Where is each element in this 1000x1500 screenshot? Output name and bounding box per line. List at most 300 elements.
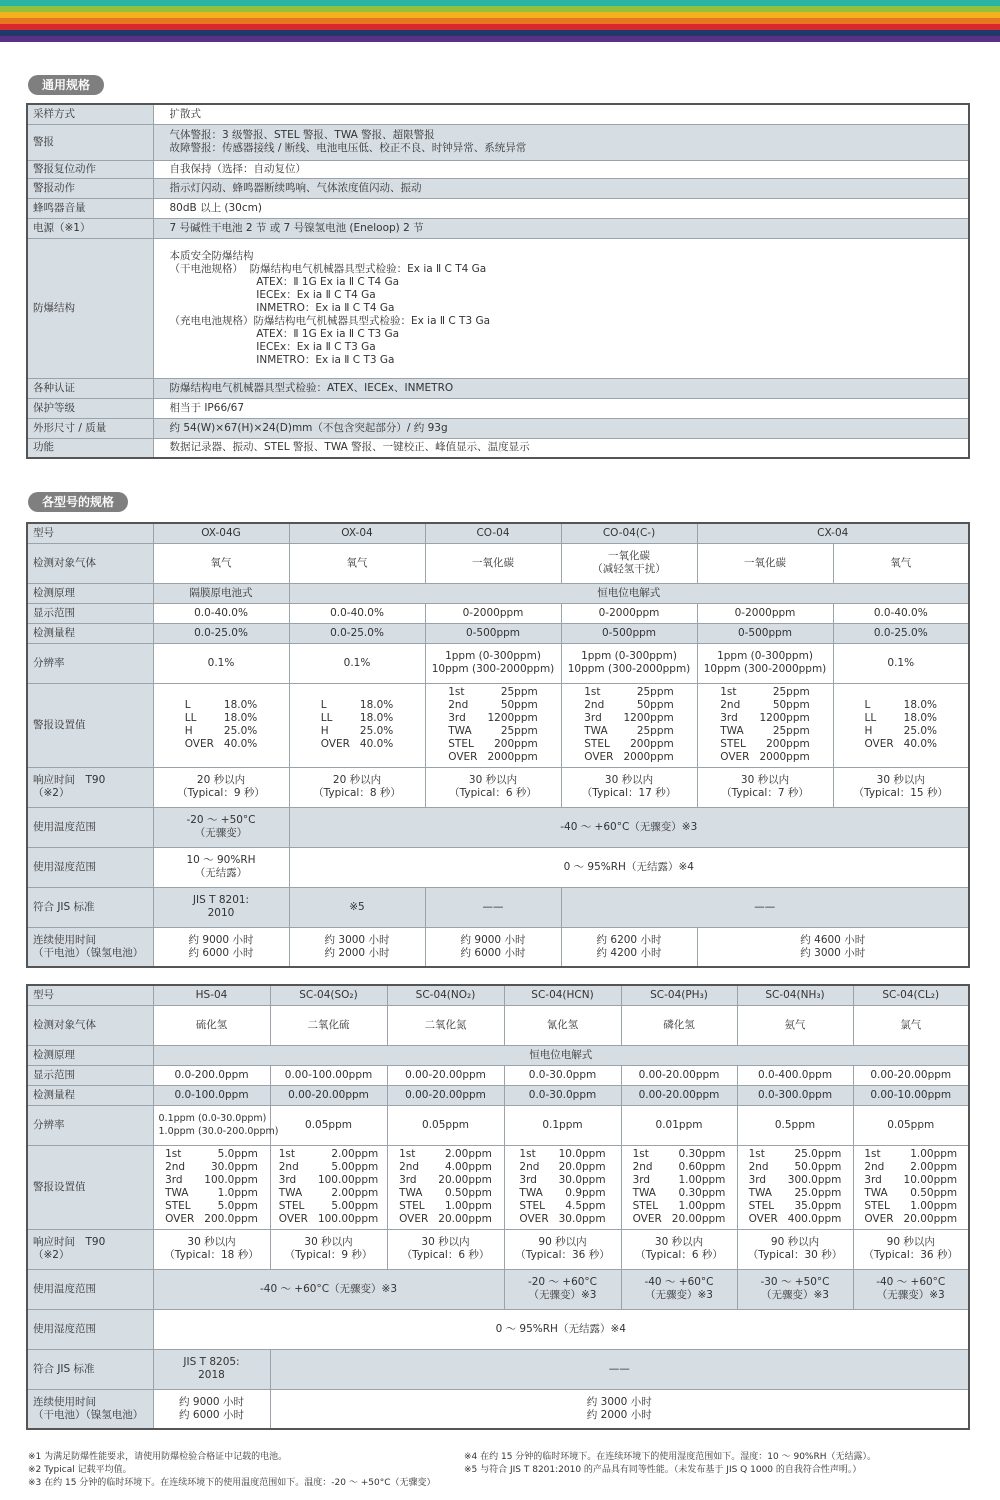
spec-value: 0.0-25.0%	[833, 623, 969, 643]
alarm-value: 1200ppm	[487, 712, 538, 724]
alarm-settings-cell	[697, 683, 833, 767]
alarm-level: 1st	[864, 1148, 881, 1160]
alarm-list	[165, 1148, 258, 1226]
spec-row	[27, 1145, 969, 1229]
spec-row	[27, 238, 969, 378]
spec-value: 30 秒以内 （Typical：6 秒）	[387, 1229, 504, 1269]
spec-label: 蜂鸣器音量	[27, 198, 153, 218]
spec-value: 一氧化碳	[425, 543, 561, 583]
alarm-row	[519, 1174, 605, 1187]
alarm-level: TWA	[278, 1187, 303, 1199]
alarm-value: 0.50ppm	[910, 1187, 958, 1199]
alarm-value: 25.0ppm	[794, 1187, 842, 1199]
alarm-value: 40.0%	[903, 738, 938, 750]
alarm-row	[279, 1200, 379, 1213]
alarm-row	[165, 1161, 258, 1174]
alarm-level: TWA	[748, 1187, 772, 1199]
alarm-row	[720, 686, 809, 699]
spec-value: 1ppm (0-300ppm) 10ppm (300-2000ppm)	[561, 643, 697, 683]
alarm-value: 10.0ppm	[558, 1148, 606, 1160]
alarm-level: OVER	[320, 738, 350, 750]
spec-row	[27, 985, 969, 1005]
spec-value: ——	[561, 887, 969, 927]
spec-value: 90 秒以内 （Typical：30 秒）	[737, 1229, 853, 1269]
color-stripes	[0, 0, 1000, 42]
alarm-row	[864, 1174, 957, 1187]
alarm-row	[749, 1148, 842, 1161]
spec-row	[27, 603, 969, 623]
alarm-level: TWA	[165, 1187, 189, 1199]
spec-value: 0.00-20.00ppm	[270, 1085, 387, 1105]
spec-label: 检测原理	[27, 583, 153, 603]
alarm-value: 2.00ppm	[331, 1148, 379, 1160]
model-specs-table-2	[26, 984, 970, 1430]
spec-value	[153, 438, 969, 458]
spec-value-line: 故障警报：传感器接线 / 断线、电池电压低、校正不良、时钟异常、系统异常	[169, 142, 527, 154]
alarm-value: 20.00ppm	[438, 1174, 492, 1186]
alarm-value: 25ppm	[636, 725, 674, 737]
spec-value	[153, 104, 969, 124]
spec-value: 约 9000 小时 约 6000 小时	[153, 927, 289, 967]
alarm-value: 30.0ppm	[558, 1213, 606, 1225]
alarm-row	[165, 1213, 258, 1226]
alarm-row	[279, 1148, 379, 1161]
alarm-level: 2nd	[448, 699, 469, 711]
alarm-level: LL	[184, 712, 197, 724]
alarm-settings-cell	[833, 683, 969, 767]
spec-value: 0.0-100.0ppm	[153, 1085, 270, 1105]
spec-row	[27, 583, 969, 603]
alarm-value: 25ppm	[772, 686, 810, 698]
spec-label: 显示范围	[27, 603, 153, 623]
alarm-row	[864, 1213, 957, 1226]
alarm-value: 400.0ppm	[787, 1213, 842, 1225]
alarm-level: 3rd	[448, 712, 466, 724]
alarm-row	[749, 1213, 842, 1226]
alarm-value: 1.00ppm	[910, 1148, 958, 1160]
spec-row	[27, 438, 969, 458]
spec-value: 0.0-25.0%	[289, 623, 425, 643]
alarm-value: 2.00ppm	[444, 1148, 492, 1160]
spec-label: 型号	[27, 523, 153, 543]
spec-value: 10 ～ 90%RH （无结露）	[153, 847, 289, 887]
spec-value: 一氧化碳 （减轻氢干扰）	[561, 543, 697, 583]
alarm-settings-cell	[153, 1145, 270, 1229]
alarm-list	[633, 1148, 726, 1226]
alarm-value: 300.0ppm	[787, 1174, 842, 1186]
alarm-level: 2nd	[165, 1161, 186, 1173]
spec-value: JIS T 8201: 2010	[153, 887, 289, 927]
alarm-value: 18.0%	[903, 712, 938, 724]
alarm-settings-cell	[289, 683, 425, 767]
alarm-level: 2nd	[519, 1161, 540, 1173]
alarm-level: H	[184, 725, 193, 737]
spec-value	[153, 218, 969, 238]
alarm-row	[321, 699, 394, 712]
alarm-list	[279, 1148, 379, 1226]
alarm-value: 25ppm	[636, 686, 674, 698]
spec-row	[27, 378, 969, 398]
alarm-value: 18.0%	[223, 699, 258, 711]
alarm-value: 1200ppm	[759, 712, 810, 724]
alarm-row	[864, 725, 937, 738]
spec-value: 0.0-40.0%	[833, 603, 969, 623]
spec-value: 0.1ppm (0.0-30.0ppm) 1.0ppm (30.0-200.0ppm)	[153, 1105, 270, 1145]
alarm-level: TWA	[632, 1187, 656, 1199]
alarm-value: 1.00ppm	[910, 1200, 958, 1212]
spec-value: 二氧化氮	[387, 1005, 504, 1045]
alarm-level: LL	[864, 712, 877, 724]
alarm-row	[448, 699, 537, 712]
spec-value: -20 ～ +50°C （无骤变）	[153, 807, 289, 847]
spec-value: ——	[425, 887, 561, 927]
spec-value: 0.0-30.0ppm	[504, 1085, 621, 1105]
alarm-level: L	[184, 699, 191, 711]
spec-label: 警报	[27, 124, 153, 160]
alarm-row	[399, 1187, 492, 1200]
spec-value: SC-04(HCN)	[504, 985, 621, 1005]
alarm-row	[448, 738, 537, 751]
alarm-row	[864, 1200, 957, 1213]
alarm-list	[584, 686, 673, 764]
alarm-row	[185, 699, 258, 712]
spec-value: 0.0-30.0ppm	[504, 1065, 621, 1085]
alarm-row	[720, 738, 809, 751]
spec-value-line: （干电池规格） 防爆结构电气机械器具型式检验：Ex ia Ⅱ C T4 Ga	[169, 262, 487, 275]
alarm-row	[864, 1148, 957, 1161]
alarm-settings-cell	[561, 683, 697, 767]
spec-value: 0.00-10.00ppm	[853, 1085, 969, 1105]
spec-value: 约 3000 小时 约 2000 小时	[289, 927, 425, 967]
spec-value: SC-04(PH₃)	[621, 985, 737, 1005]
spec-value: 20 秒以内 （Typical：8 秒）	[289, 767, 425, 807]
spec-label: 使用温度范围	[27, 1269, 153, 1309]
alarm-value: 200ppm	[630, 738, 674, 750]
alarm-row	[749, 1187, 842, 1200]
alarm-row	[720, 751, 809, 764]
alarm-value: 200ppm	[766, 738, 810, 750]
alarm-value: 0.9ppm	[565, 1187, 606, 1199]
spec-value: 0.00-20.00ppm	[621, 1065, 737, 1085]
alarm-row	[633, 1213, 726, 1226]
alarm-level: 3rd	[720, 712, 738, 724]
alarm-level: 1st	[584, 686, 601, 698]
alarm-value: 35.0ppm	[794, 1200, 842, 1212]
spec-value: 0.00-20.00ppm	[853, 1065, 969, 1085]
spec-value: 0 ～ 95%RH（无结露）※4	[289, 847, 969, 887]
alarm-row	[165, 1200, 258, 1213]
spec-value: 0.0-400.0ppm	[737, 1065, 853, 1085]
spec-row	[27, 767, 969, 807]
alarm-level: OVER	[864, 738, 894, 750]
alarm-list	[519, 1148, 605, 1226]
alarm-row	[584, 751, 673, 764]
spec-value: CO-04(C-)	[561, 523, 697, 543]
spec-value: 氧气	[833, 543, 969, 583]
spec-row	[27, 160, 969, 178]
alarm-row	[519, 1161, 605, 1174]
alarm-level: OVER	[584, 751, 614, 763]
alarm-row	[864, 699, 937, 712]
spec-value: -40 ～ +60°C（无骤变）※3	[153, 1269, 504, 1309]
alarm-level: OVER	[184, 738, 214, 750]
alarm-row	[749, 1161, 842, 1174]
spec-label: 分辨率	[27, 1105, 153, 1145]
alarm-level: OVER	[864, 1213, 894, 1225]
alarm-value: 20.00ppm	[903, 1213, 958, 1225]
spec-value: 约 3000 小时 约 2000 小时	[270, 1389, 969, 1429]
spec-label: 检测对象气体	[27, 543, 153, 583]
alarm-row	[165, 1148, 258, 1161]
alarm-value: 25ppm	[500, 725, 538, 737]
footnotes-left	[28, 1451, 468, 1490]
alarm-value: 2000ppm	[759, 751, 810, 763]
spec-value: 30 秒以内 （Typical：15 秒）	[833, 767, 969, 807]
alarm-level: STEL	[632, 1200, 659, 1212]
alarm-row	[448, 686, 537, 699]
alarm-row	[279, 1161, 379, 1174]
spec-label: 检测量程	[27, 1085, 153, 1105]
spec-label: 保护等级	[27, 398, 153, 418]
alarm-level: L	[864, 699, 871, 711]
spec-value: 20 秒以内 （Typical：9 秒）	[153, 767, 289, 807]
spec-value: 恒电位电解式	[289, 583, 969, 603]
alarm-level: 3rd	[399, 1174, 417, 1186]
spec-row	[27, 683, 969, 767]
spec-value-line: 本质安全防爆结构	[169, 249, 254, 262]
alarm-row	[448, 751, 537, 764]
spec-value-line: 80dB 以上 (30cm)	[169, 201, 262, 214]
spec-value: 硫化氢	[153, 1005, 270, 1045]
alarm-value: 25ppm	[500, 686, 538, 698]
spec-value: 0 ～ 95%RH（无结露）※4	[153, 1309, 969, 1349]
spec-label: 警报设置值	[27, 683, 153, 767]
general-specs-title: 通用规格	[28, 75, 104, 95]
spec-value: SC-04(SO₂)	[270, 985, 387, 1005]
alarm-level: OVER	[720, 751, 750, 763]
alarm-value: 20.00ppm	[438, 1213, 492, 1225]
alarm-row	[279, 1213, 379, 1226]
alarm-value: 5.0ppm	[217, 1148, 258, 1160]
spec-label: 响应时间 T90 （※2）	[27, 1229, 153, 1269]
spec-value-line: ATEX：Ⅱ 1G Ex ia Ⅱ C T4 Ga	[169, 275, 400, 288]
spec-row	[27, 1389, 969, 1429]
alarm-level: 3rd	[864, 1174, 882, 1186]
alarm-level: 2nd	[399, 1161, 420, 1173]
spec-value: JIS T 8205: 2018	[153, 1349, 270, 1389]
spec-value	[153, 178, 969, 198]
spec-value-line: 防爆结构电气机械器具型式检验：ATEX、IECEx、INMETRO	[169, 381, 454, 394]
spec-value: -40 ～ +60°C （无骤变）※3	[621, 1269, 737, 1309]
spec-row	[27, 1065, 969, 1085]
alarm-level: 1st	[165, 1148, 182, 1160]
spec-label: 符合 JIS 标准	[27, 1349, 153, 1389]
spec-value: -30 ～ +50°C （无骤变）※3	[737, 1269, 853, 1309]
alarm-value: 30.0ppm	[558, 1174, 606, 1186]
alarm-level: 2nd	[632, 1161, 653, 1173]
alarm-level: 3rd	[748, 1174, 767, 1186]
alarm-row	[321, 725, 394, 738]
alarm-row	[584, 738, 673, 751]
spec-row	[27, 927, 969, 967]
spec-label: 电源（※1）	[27, 218, 153, 238]
model-specs-table-1	[26, 522, 970, 968]
spec-value: 1ppm (0-300ppm) 10ppm (300-2000ppm)	[425, 643, 561, 683]
spec-row	[27, 418, 969, 438]
alarm-row	[864, 1187, 957, 1200]
spec-row	[27, 1309, 969, 1349]
spec-value: 30 秒以内 （Typical：17 秒）	[561, 767, 697, 807]
spec-label: 检测量程	[27, 623, 153, 643]
footnote: ※4 在约 15 分钟的临时环境下。在连续环境下的使用湿度范围如下。湿度：10 ～ 90%RH（无结露）。	[464, 1452, 877, 1462]
spec-value: SC-04(NO₂)	[387, 985, 504, 1005]
spec-value: 氰化氢	[504, 1005, 621, 1045]
alarm-level: 2nd	[748, 1161, 769, 1173]
alarm-level: 1st	[632, 1148, 649, 1160]
spec-value: OX-04G	[153, 523, 289, 543]
alarm-level: 3rd	[632, 1174, 651, 1186]
alarm-level: 1st	[720, 686, 737, 698]
alarm-row	[584, 725, 673, 738]
spec-value-line: INMETRO：Ex ia Ⅱ C T3 Ga	[169, 353, 395, 366]
alarm-value: 100.0ppm	[204, 1174, 258, 1186]
spec-value-line: IECEx：Ex ia Ⅱ C T3 Ga	[169, 340, 376, 353]
spec-label: 连续使用时间 （干电池）（镍氢电池）	[27, 1389, 153, 1429]
alarm-value: 1.0ppm	[217, 1187, 258, 1199]
alarm-level: H	[864, 725, 873, 737]
spec-value-line: ATEX：Ⅱ 1G Ex ia Ⅱ C T3 Ga	[169, 327, 400, 340]
spec-value	[153, 238, 969, 378]
alarm-value: 20.0ppm	[558, 1161, 606, 1173]
alarm-level: STEL	[278, 1200, 305, 1212]
alarm-row	[321, 738, 394, 751]
alarm-value: 25.0%	[359, 725, 394, 737]
spec-row	[27, 1005, 969, 1045]
alarm-level: 1st	[519, 1148, 536, 1160]
spec-value-line: 约 54(W)×67(H)×24(D)mm（不包含突起部分）/ 约 93g	[169, 421, 448, 434]
alarm-level: OVER	[399, 1213, 429, 1225]
alarm-level: 3rd	[165, 1174, 183, 1186]
alarm-row	[633, 1161, 726, 1174]
alarm-value: 25ppm	[772, 725, 810, 737]
alarm-row	[399, 1213, 492, 1226]
alarm-row	[864, 712, 937, 725]
alarm-level: 3rd	[584, 712, 602, 724]
spec-row	[27, 1105, 969, 1145]
alarm-settings-cell	[504, 1145, 621, 1229]
alarm-row	[185, 712, 258, 725]
spec-label: 功能	[27, 438, 153, 458]
alarm-row	[519, 1213, 605, 1226]
footnote: ※1 为满足防爆性能要求，请使用防爆检验合格证中记载的电池。	[28, 1452, 288, 1462]
spec-row	[27, 807, 969, 847]
alarm-row	[749, 1174, 842, 1187]
alarm-row	[519, 1200, 605, 1213]
alarm-value: 50ppm	[636, 699, 674, 711]
spec-row	[27, 178, 969, 198]
footnotes-right	[464, 1451, 984, 1477]
alarm-value: 2000ppm	[623, 751, 674, 763]
alarm-level: H	[320, 725, 329, 737]
alarm-settings-cell	[270, 1145, 387, 1229]
alarm-row	[633, 1148, 726, 1161]
spec-value: 30 秒以内 （Typical：9 秒）	[270, 1229, 387, 1269]
footnote: ※5 与符合 JIS T 8201:2010 的产品具有同等性能。（未发布基于 JIS Q 1000 的自我符合性声明。）	[464, 1465, 862, 1475]
alarm-value: 1200ppm	[623, 712, 674, 724]
alarm-value: 5.00ppm	[331, 1161, 379, 1173]
alarm-value: 1.00ppm	[678, 1174, 726, 1186]
alarm-level: STEL	[519, 1200, 545, 1212]
spec-label: 符合 JIS 标准	[27, 887, 153, 927]
alarm-row	[749, 1200, 842, 1213]
alarm-value: 2.00ppm	[910, 1161, 958, 1173]
alarm-level: OVER	[632, 1213, 662, 1225]
spec-label: 分辨率	[27, 643, 153, 683]
spec-row	[27, 1349, 969, 1389]
spec-value	[153, 378, 969, 398]
alarm-row	[185, 725, 258, 738]
alarm-value: 10.00ppm	[903, 1174, 958, 1186]
spec-row	[27, 104, 969, 124]
spec-label: 警报复位动作	[27, 160, 153, 178]
spec-value: 30 秒以内 （Typical：6 秒）	[621, 1229, 737, 1269]
alarm-value: 18.0%	[903, 699, 938, 711]
spec-label: 采样方式	[27, 104, 153, 124]
spec-value-line: 7 号碱性干电池 2 节 或 7 号镍氢电池 (Eneloop) 2 节	[169, 221, 424, 234]
spec-value	[153, 398, 969, 418]
alarm-row	[864, 1161, 957, 1174]
alarm-list	[864, 1148, 957, 1226]
alarm-level: 1st	[278, 1148, 296, 1160]
alarm-level: STEL	[584, 738, 610, 750]
alarm-level: 2nd	[720, 699, 741, 711]
alarm-list	[448, 686, 537, 764]
spec-value-line: 自我保持（选择：自动复位）	[169, 162, 306, 175]
spec-value	[153, 160, 969, 178]
spec-value-line: 气体警报：3 级警报、STEL 警报、TWA 警报、超限警报	[169, 129, 435, 141]
spec-value: 0.01ppm	[621, 1105, 737, 1145]
spec-value: 恒电位电解式	[153, 1045, 969, 1065]
alarm-value: 1.00ppm	[678, 1200, 726, 1212]
spec-value	[153, 418, 969, 438]
spec-row	[27, 1045, 969, 1065]
spec-value: 0-500ppm	[697, 623, 833, 643]
spec-value: 0.0-200.0ppm	[153, 1065, 270, 1085]
alarm-level: 1st	[399, 1148, 416, 1160]
alarm-settings-cell	[387, 1145, 504, 1229]
spec-value: OX-04	[289, 523, 425, 543]
alarm-value: 5.00ppm	[331, 1200, 379, 1212]
alarm-level: TWA	[720, 725, 744, 737]
spec-value: 0.1ppm	[504, 1105, 621, 1145]
spec-value-line: INMETRO：Ex ia Ⅱ C T4 Ga	[169, 301, 395, 314]
alarm-value: 0.30ppm	[678, 1187, 726, 1199]
spec-value: 0-500ppm	[425, 623, 561, 643]
alarm-value: 200ppm	[494, 738, 538, 750]
spec-row	[27, 847, 969, 887]
alarm-row	[720, 725, 809, 738]
alarm-value: 0.30ppm	[678, 1148, 726, 1160]
alarm-level: TWA	[519, 1187, 543, 1199]
spec-value: CO-04	[425, 523, 561, 543]
spec-value: -40 ～ +60°C（无骤变）※3	[289, 807, 969, 847]
spec-row	[27, 887, 969, 927]
spec-row	[27, 1085, 969, 1105]
spec-value: SC-04(CL₂)	[853, 985, 969, 1005]
alarm-level: 3rd	[278, 1174, 297, 1186]
alarm-row	[448, 725, 537, 738]
spec-row	[27, 543, 969, 583]
